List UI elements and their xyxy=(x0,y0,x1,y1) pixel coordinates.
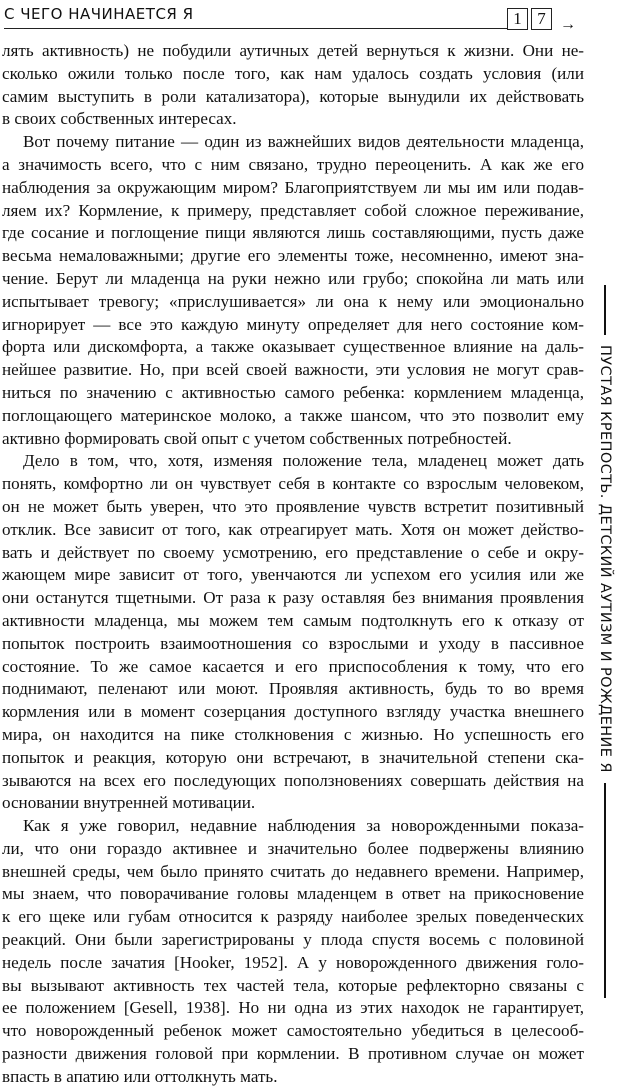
text-line: он не может быть уверен, что это проявление чувств встретит позитивный xyxy=(2,496,584,516)
header-rule xyxy=(4,28,507,29)
page-number-digit: 7 xyxy=(531,8,552,30)
text-line: внешней среды, чем было принято считать до недавнего времени. Например, xyxy=(2,861,584,881)
text-line: активно формировать свой опыт с учетом собственных потребностей. xyxy=(2,428,512,448)
text-line: разности движения головой при кормлении. В противном случае он может xyxy=(2,1044,584,1064)
text-line: состояние. То же самое касается и его приспособления к тому, что его xyxy=(2,656,584,676)
text-line: поглощающего материнское молоко, а также шансом, что это позволит ему xyxy=(2,405,584,425)
page-header xyxy=(4,2,616,38)
paragraph xyxy=(2,450,584,815)
text-line: Как я уже говорил, недавние наблюдения за новорожденными показа- xyxy=(23,816,584,836)
arrow-right-icon: → xyxy=(560,16,576,33)
text-line: мира, он находится на пике столкновения с жизнью. Но успешность его xyxy=(2,724,584,744)
text-line: ниться по значению с активностью самого ребенка: кормлением младенца, xyxy=(2,382,584,402)
running-head: С ЧЕГО НАЧИНАЕТСЯ Я xyxy=(4,5,194,23)
text-line: кормления или в момент созерцания доступного взгляду участка внешнего xyxy=(2,702,584,722)
side-rule xyxy=(604,783,606,998)
text-line: Вот почему питание — один из важнейших видов деятельности младенца, xyxy=(23,132,584,152)
paragraph xyxy=(2,131,584,450)
paragraph xyxy=(2,815,584,1089)
text-line: самим выступить в роли катализатора), которые вынудили их действовать xyxy=(2,86,584,106)
text-line: зываются на всех его последующих поползновениях совершать действия на xyxy=(2,770,584,790)
text-line: вать и действует по своему усмотрению, его представление о себе и окру- xyxy=(2,542,584,562)
paragraph xyxy=(2,40,584,131)
text-line: впасть в апатию или оттолкнуть мать. xyxy=(2,1066,278,1086)
text-line: лять активность) не побудили аутичных детей вернуться к жизни. Они не- xyxy=(2,41,584,60)
text-line: весьма немаловажными; другие его элементы тоже, несомненно, имеют зна- xyxy=(2,246,584,266)
text-line: чение. Берут ли младенца на руки нежно или грубо; спокойна ли мать или xyxy=(2,268,584,288)
text-line: в своих собственных интересах. xyxy=(2,109,237,129)
text-line: испытывает тревогу; «прислушивается» ли она к нему или эмоционально xyxy=(2,291,584,311)
text-line: ее положением [Gesell, 1938]. Но ни одна из этих находок не гарантирует, xyxy=(2,998,584,1018)
text-line: отклик. Все зависит от того, как отреагирует мать. Хотя он может действо- xyxy=(2,519,584,539)
text-line: нейшее развитие. Но, при всей своей важности, эти условия не могут срав- xyxy=(2,360,584,380)
text-line: что новорожденный ребенок может самостоятельно убедиться в целесооб- xyxy=(2,1021,584,1041)
text-line: поднимают, пеленают или моют. Проявляя активность, будь то во время xyxy=(2,679,584,699)
text-line: наблюдения за окружающим миром? Благоприятствуем ли мы им или подав- xyxy=(2,177,584,197)
text-line: активности младенца, мы можем тем самым подтолкнуть его к отказу от xyxy=(2,610,584,630)
page-number xyxy=(506,8,556,30)
text-line: форта или дискомфорта, а также оказывает существенное влияние на даль- xyxy=(2,337,584,357)
text-line: ляем их? Кормление, к примеру, представляет собой сложное переживание, xyxy=(2,200,584,220)
text-line: игнорирует — все это каждую минуту определяет для него состояние ком- xyxy=(2,314,584,334)
book-title-vertical: ПУСТАЯ КРЕПОСТЬ. ДЕТСКИЙ АУТИЗМ И РОЖДЕНИЕ Я xyxy=(597,345,613,773)
text-line: Дело в том, что, хотя, изменяя положение тела, младенец может дать xyxy=(23,451,584,471)
text-line: вы вызывают активность тех частей тела, которые рефлекторно связаны с xyxy=(2,975,584,995)
text-line: а значимость всего, что с ним связано, трудно переоценить. А как же его xyxy=(2,154,584,174)
text-line: попыток построить взаимоотношения со взрослыми и уходу в пассивное xyxy=(2,633,584,653)
text-line: к его щеке или губам относится к разряду наиболее зрелых поведенческих xyxy=(2,907,584,927)
body-text xyxy=(2,40,584,1089)
text-line: ли, что они гораздо активнее и значительно более подвержены влиянию xyxy=(2,838,584,858)
text-line: жающем мире зависит от того, увенчаются ли успехом его усилия или же xyxy=(2,565,584,585)
page-number-digit: 1 xyxy=(507,8,528,30)
text-line: сколько ожили только после того, как нам удалось создать условия (или xyxy=(2,63,584,83)
text-line: понять, комфортно ли он чувствует себя в контакте со взрослым человеком, xyxy=(2,474,584,494)
text-line: недель после зачатия [Hooker, 1952]. А у новорожденного движения голо- xyxy=(2,952,584,972)
text-line: реакций. Они были зарегистрированы у плода спустя восемь с половиной xyxy=(2,930,584,950)
text-line: они останутся тщетными. От раза к разу оставляя без внимания проявления xyxy=(2,588,584,608)
side-title-bar xyxy=(591,285,619,1008)
text-line: основании внутренней мотивации. xyxy=(2,793,256,813)
text-line: где сосание и поглощение пищи являются лишь составляющими, пусть даже xyxy=(2,223,584,243)
text-line: попыток и реакция, которую они встречают, в значительной степени ска- xyxy=(2,747,584,767)
text-line: мы знаем, что поворачивание головы младенцем в ответ на прикосновение xyxy=(2,884,584,904)
side-rule xyxy=(604,285,606,335)
